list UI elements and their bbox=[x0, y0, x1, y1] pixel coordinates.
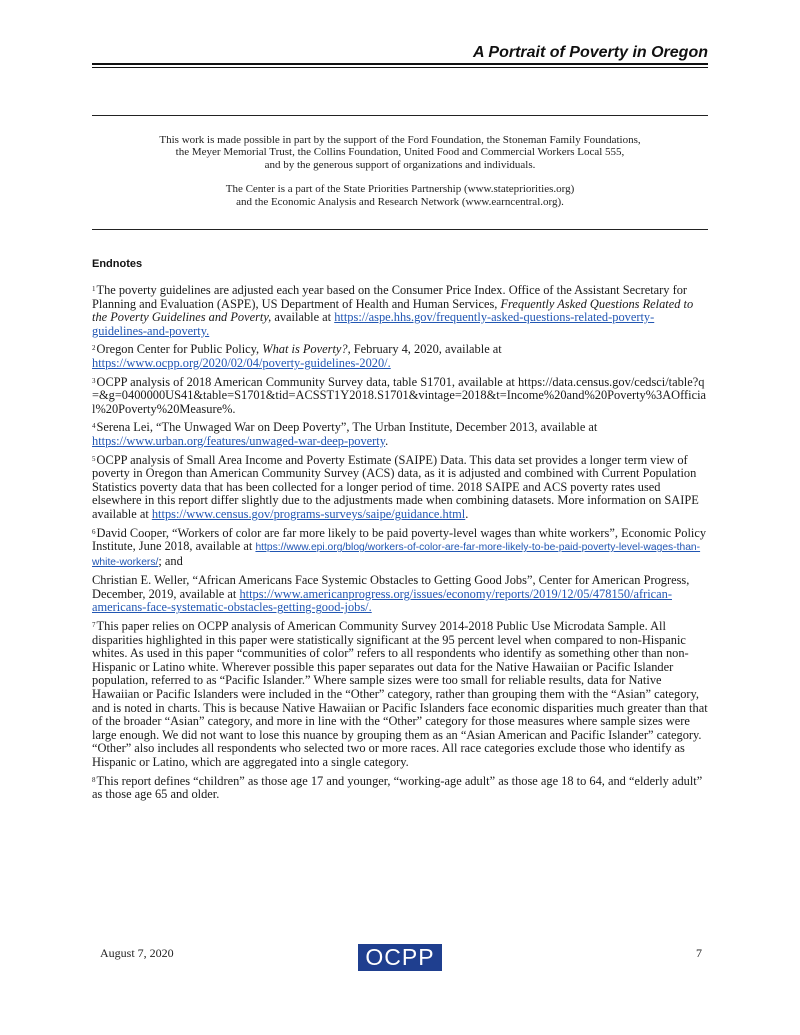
endnotes-heading: Endnotes bbox=[92, 258, 143, 270]
credits-block bbox=[92, 134, 708, 208]
endnote-number: 1 bbox=[92, 285, 96, 293]
endnote-text: This paper relies on OCPP analysis of American Community Survey 2014-2018 Public Use Microdata Sample. All disparities highlighted in this paper were statistically significant at the 95 percent level when compared to non-Hispanic whites. As used in this paper “communities of color” refers to all respondents who identify as something other than non-Hispanic or Latino white. Wherever possible this paper separates out data for the Native Hawaiian or Pacific Islander population, referred to as “Pacific Islander.” Where sample sizes were too small for reliable results, data for Native Hawaiian or Pacific Islanders were included in the “Other” category, rather than grouping them with the “Asian” category, and is noted in charts. This is because Native Hawaiian or Pacific Islanders face economic disparities much greater than that of the broader “Asian” category, and more in line with the “Other” category for those measures where sample sizes were large enough. We did not want to lose this nuance by grouping them as an “Asian American and Pacific Islander” category. “Other” also includes all respondents who selected two or more races. All race categories exclude those who identify as Hispanic or Latino, which are aggregated into a single category. bbox=[92, 619, 708, 769]
endnote-text: OCPP analysis of 2018 American Community Survey data, table S1701, available at https://data.census.gov/cedsci/table?q=&g=0400000US41&table=S1701&tid=ACSST1Y2018.S1701&vintage=2018&t=Income%20and%20Poverty%3AOfficial%20Poverty%20Measure%. bbox=[92, 374, 707, 416]
endnote-text: The poverty guidelines are adjusted each year based on the Consumer Price Index. Office of the Assistant Secretary for Planning and Evaluation (ASPE), US Department of Health and Human Services, bbox=[92, 283, 688, 311]
credits-top-rule bbox=[92, 115, 708, 116]
endnote-text: February 4, 2020, available at bbox=[350, 342, 502, 357]
page-number: 7 bbox=[696, 946, 702, 960]
endnote-link[interactable]: https://www.urban.org/features/unwaged-war-deep-poverty bbox=[92, 433, 386, 448]
endnote-text: Oregon Center for Public Policy, bbox=[96, 342, 263, 357]
credits-line: The Center is a part of the State Priorities Partnership (www.statepriorities.org) bbox=[225, 183, 575, 196]
endnote-text: . bbox=[465, 506, 469, 521]
endnote-number: 3 bbox=[92, 376, 96, 385]
endnote-4 bbox=[92, 421, 708, 448]
credits-line: and by the generous support of organizations and individuals. bbox=[264, 158, 536, 171]
endnote-link[interactable]: https://www.epi.org/blog/workers-of-color-are-far-more-likely-to-be-paid-poverty-level-wages-than-white-workers/ bbox=[92, 542, 701, 568]
endnote-6 bbox=[92, 527, 708, 570]
endnote-title: What is Poverty?, bbox=[262, 342, 351, 357]
credits-line: the Meyer Memorial Trust, the Collins Foundation, United Food and Commercial Workers Local 555, bbox=[175, 146, 625, 159]
endnote-number: 8 bbox=[92, 775, 96, 784]
endnote-1 bbox=[92, 284, 708, 338]
endnote-number: 5 bbox=[92, 454, 96, 463]
credits-line: and the Economic Analysis and Research Network (www.earncentral.org). bbox=[236, 195, 564, 208]
ocpp-logo: OCPP bbox=[358, 944, 442, 971]
endnote-text: . bbox=[385, 433, 389, 448]
credits-bottom-rule bbox=[92, 229, 708, 230]
footer-date: August 7, 2020 bbox=[100, 946, 174, 960]
endnote-6-continued bbox=[92, 574, 708, 615]
running-header-title: A Portrait of Poverty in Oregon bbox=[473, 44, 708, 61]
endnote-text: available at bbox=[271, 310, 335, 325]
endnote-title: Frequently Asked Questions Related to the Poverty Guidelines and Poverty, bbox=[92, 296, 694, 325]
endnote-number: 7 bbox=[92, 621, 96, 630]
endnote-number: 6 bbox=[92, 527, 96, 536]
endnote-text: ; and bbox=[158, 553, 183, 568]
endnote-2 bbox=[92, 343, 708, 370]
endnote-text: Serena Lei, “The Unwaged War on Deep Poverty”, The Urban Institute, December 2013, available at bbox=[96, 420, 598, 435]
endnote-link[interactable]: https://aspe.hhs.gov/frequently-asked-questions-related-poverty-guidelines-and-poverty. bbox=[92, 310, 655, 338]
endnote-8 bbox=[92, 775, 708, 802]
endnote-link[interactable]: https://www.ocpp.org/2020/02/04/poverty-guidelines-2020/. bbox=[92, 355, 391, 370]
endnotes-list bbox=[92, 284, 708, 807]
endnote-text: Christian E. Weller, “African Americans Face Systemic Obstacles to Getting Good Jobs”, Center for American Progress, December, 2019, available at bbox=[92, 573, 690, 601]
endnote-7 bbox=[92, 620, 708, 770]
endnote-number: 4 bbox=[92, 422, 96, 431]
endnote-link[interactable]: https://www.americanprogress.org/issues/economy/reports/2019/12/05/478150/african-americans-face-systematic-obstacles-getting-good-jobs/. bbox=[92, 586, 672, 615]
header-rule-thick bbox=[92, 63, 708, 65]
endnote-link[interactable]: https://www.census.gov/programs-surveys/saipe/guidance.html bbox=[151, 506, 466, 521]
header-rule-thin bbox=[92, 67, 708, 68]
endnote-text: David Cooper, “Workers of color are far more likely to be paid poverty-level wages than white workers”, Economic Policy Institute, June 2018, available at bbox=[92, 525, 707, 554]
endnote-text: This report defines “children” as those age 17 and younger, “working-age adult” as those age 18 to 64, and “elderly adult” as those age 65 and older. bbox=[92, 773, 703, 802]
credits-line: This work is made possible in part by the support of the Ford Foundation, the Stoneman Family Foundations, bbox=[159, 134, 641, 146]
endnote-3 bbox=[92, 376, 708, 417]
endnote-text: OCPP analysis of Small Area Income and Poverty Estimate (SAIPE) Data. This data set provides a longer term view of poverty in Oregon than American Community Survey (ACS) data, as it is adjusted and combined with Current Population Statistics poverty data that has been collected for a longer period of time. 2018 SAIPE and ACS poverty rates used elsewhere in this report differ slightly due to the adjustments made when combining datasets. More information on SAIPE available at bbox=[92, 452, 699, 521]
endnote-number: 2 bbox=[92, 344, 96, 353]
endnote-5 bbox=[92, 454, 708, 522]
